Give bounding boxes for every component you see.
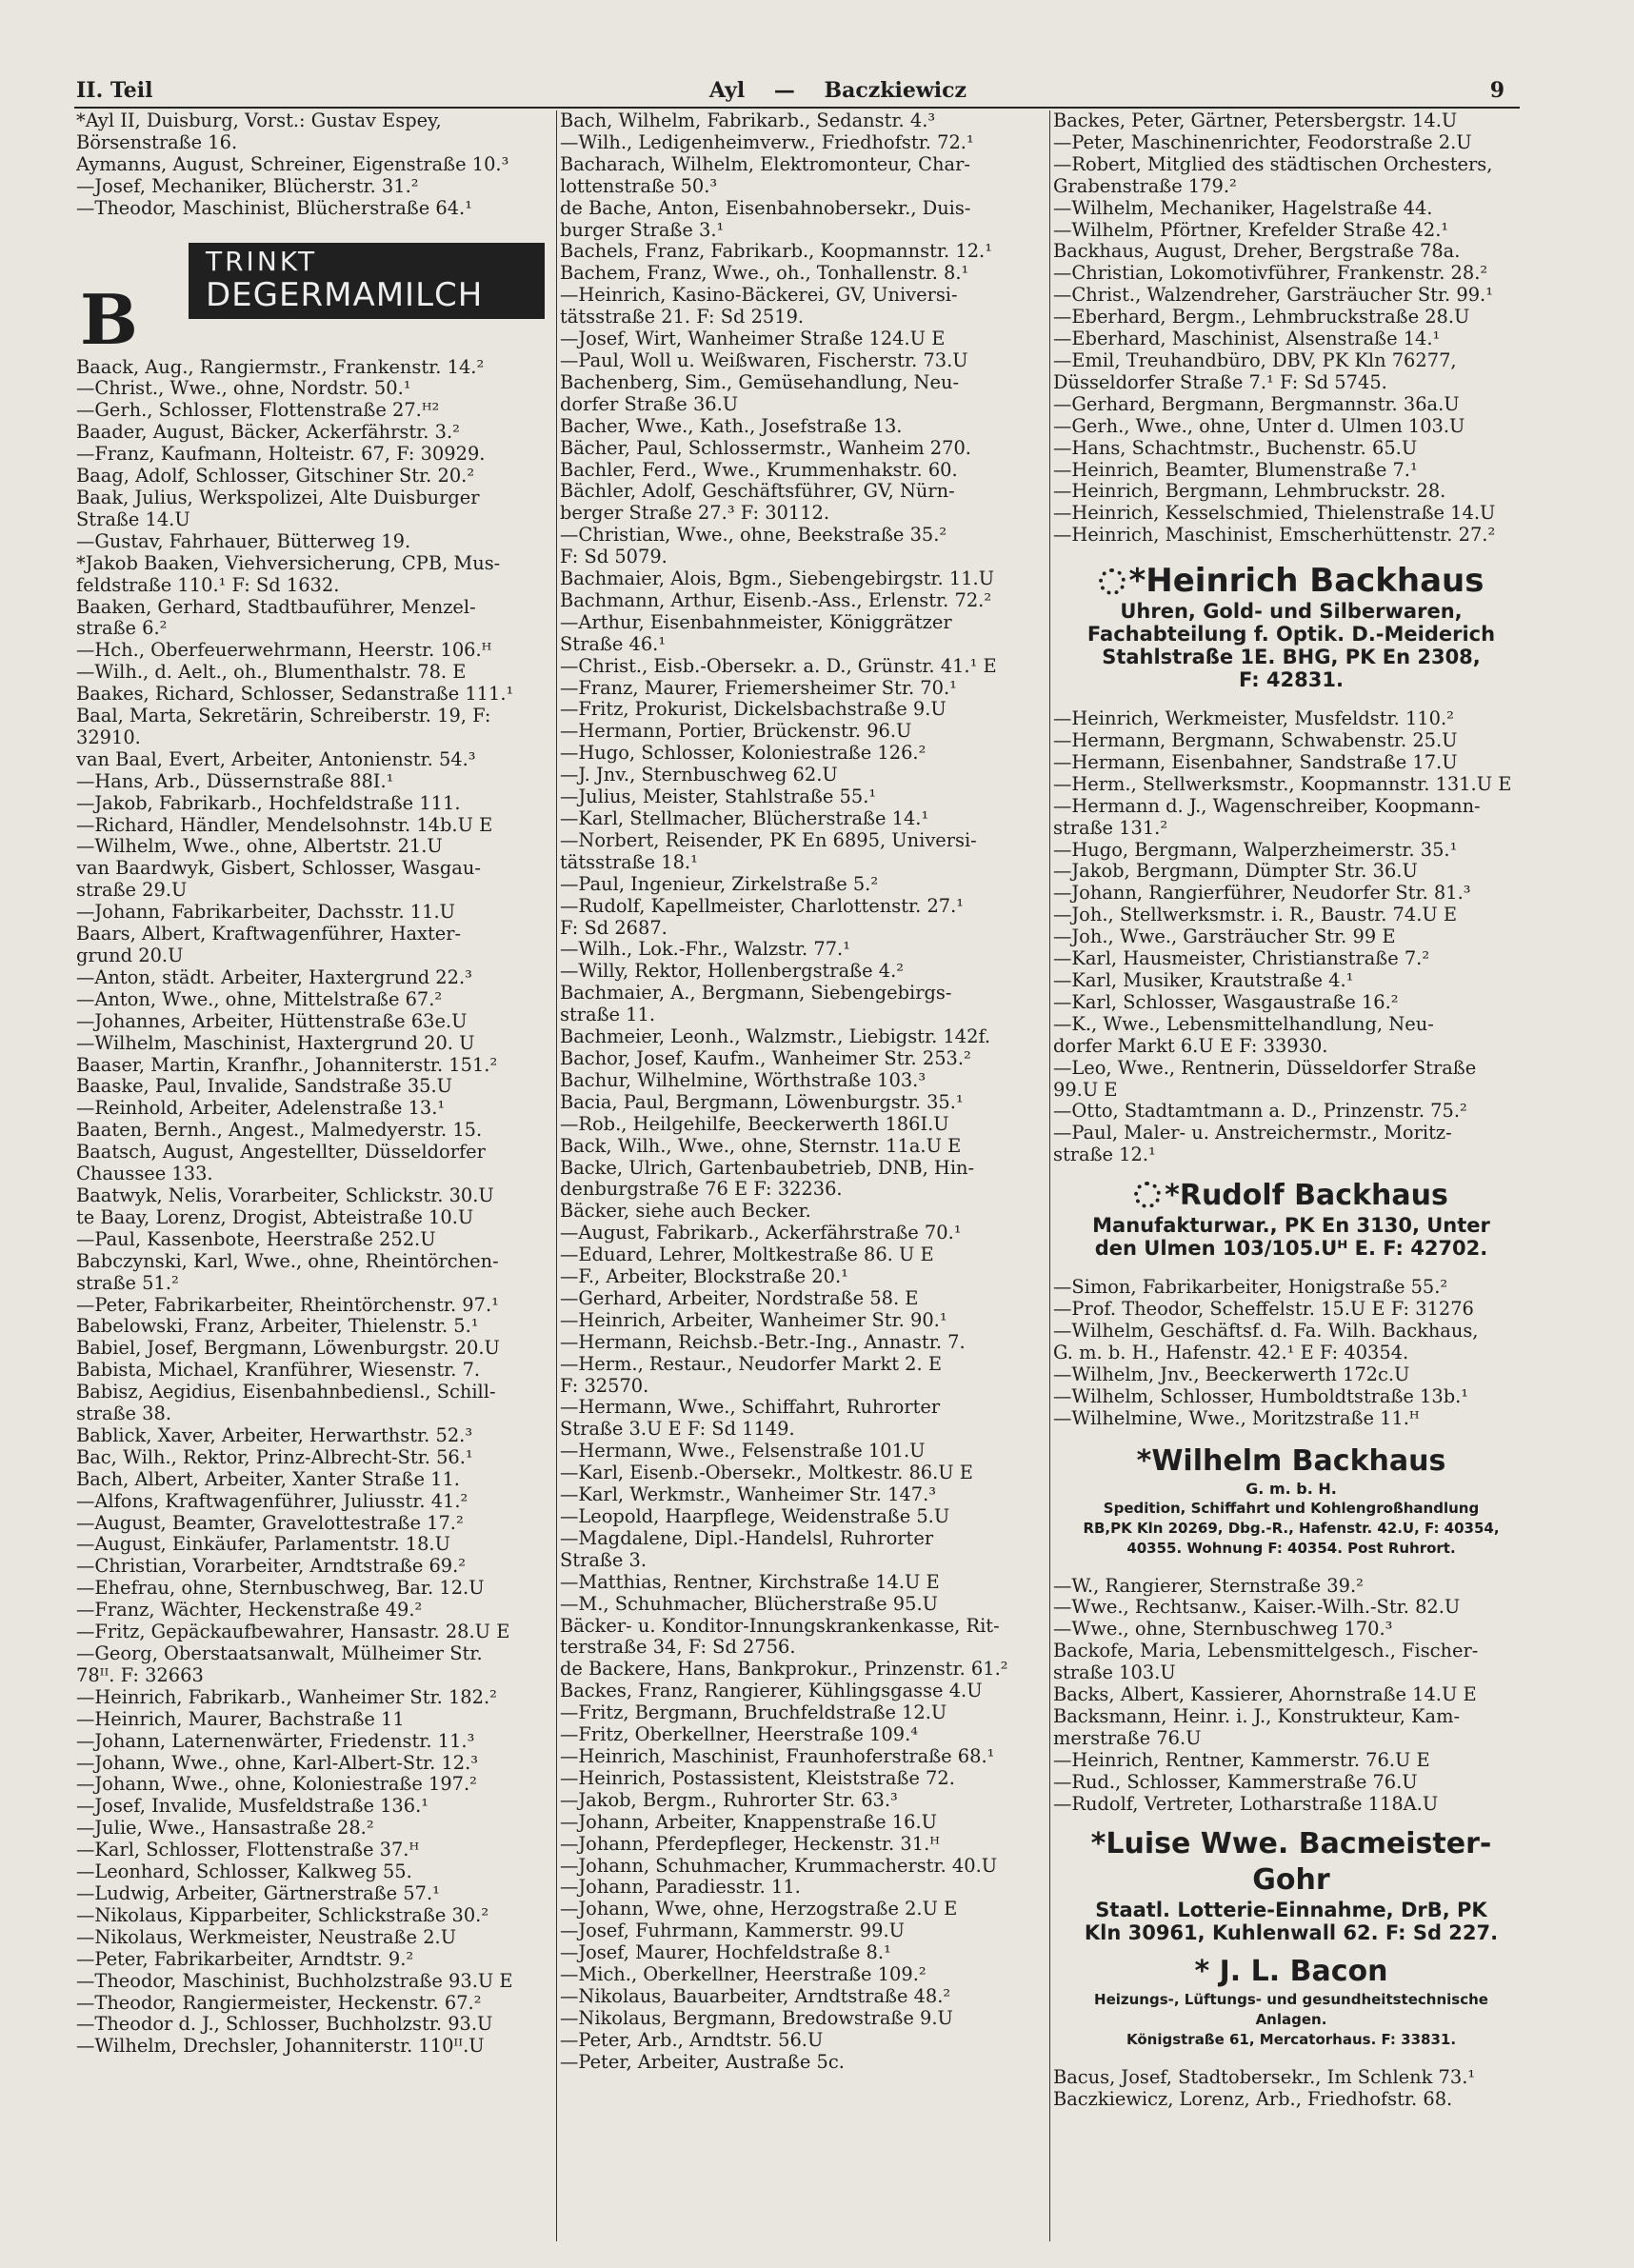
directory-entry: Bachenberg, Sim., Gemüsehandlung, Neu- xyxy=(560,371,960,393)
directory-entry: te Baay, Lorenz, Drogist, Abteistraße 10.U xyxy=(76,1206,474,1228)
directory-entry: Baatwyk, Nelis, Vorarbeiter, Schlickstr. 30.U xyxy=(76,1184,494,1206)
entry-list xyxy=(1053,110,1529,547)
running-head xyxy=(686,78,990,103)
directory-entry: —Leo, Wwe., Rentnerin, Düsseldorfer Straße xyxy=(1053,1057,1477,1079)
directory-entry: van Baardwyk, Gisbert, Schlosser, Wasgau- xyxy=(76,858,481,880)
directory-entry: feldstraße 110.¹ F: Sd 1632. xyxy=(76,574,340,596)
directory-entry: straße 12.¹ xyxy=(1053,1144,1156,1166)
directory-entry: Straße 46.¹ xyxy=(560,633,667,655)
directory-entry: —Franz, Wächter, Heckenstraße 49.² xyxy=(76,1600,423,1621)
directory-entry: denburgstraße 76 E F: 32236. xyxy=(560,1179,843,1201)
wilhelm-backhaus-ad xyxy=(1053,1443,1529,1559)
directory-entry: *Jakob Baaken, Viehversicherung, CPB, Mus- xyxy=(76,552,501,574)
directory-entry: Babisz, Aegidius, Eisenbahnbediensl., Schill- xyxy=(76,1382,496,1403)
directory-entry: —Wilhelm, Mechaniker, Hagelstraße 44. xyxy=(1053,197,1433,219)
running-head-last: Baczkiewicz xyxy=(824,78,967,103)
directory-entry: —Christian, Vorarbeiter, Arndtstraße 69.² xyxy=(76,1556,467,1578)
directory-entry: dorfer Straße 36.U xyxy=(560,393,739,415)
directory-entry: —Heinrich, Fabrikarb., Wanheimer Str. 182.² xyxy=(76,1686,497,1708)
directory-entry: —Eberhard, Maschinist, Alsenstraße 14.¹ xyxy=(1053,328,1441,350)
directory-entry: Baag, Adolf, Schlosser, Gitschiner Str. 20.² xyxy=(76,466,475,487)
directory-entry: —Paul, Kassenbote, Heerstraße 252.U xyxy=(76,1228,436,1250)
directory-entry: —Hermann, Reichsb.-Betr.-Ing., Annastr. 7. xyxy=(560,1331,966,1353)
ad-line: Uhren, Gold- und Silberwaren, xyxy=(1120,600,1463,624)
entry-list xyxy=(76,357,552,2059)
ring-ornament-icon xyxy=(1134,1182,1161,1208)
directory-entry: —Wilh., d. Aelt., oh., Blumenthalstr. 78. E xyxy=(76,662,467,684)
directory-entry: —Gustav, Fahrhauer, Bütterweg 19. xyxy=(76,530,411,552)
directory-entry: —Leopold, Haarpflege, Weidenstraße 5.U xyxy=(560,1506,950,1527)
directory-entry: —Joh., Wwe., Garsträucher Str. 99 E xyxy=(1053,926,1396,948)
directory-entry: —Wilhelm, Jnv., Beeckerwerth 172c.U xyxy=(1053,1363,1410,1385)
column-divider xyxy=(1049,110,1050,2241)
directory-entry: —Fritz, Bergmann, Bruchfeldstraße 12.U xyxy=(560,1702,947,1724)
directory-entry: —Franz, Kaufmann, Holteistr. 67, F: 30929. xyxy=(76,444,486,466)
directory-entry: —Arthur, Eisenbahnmeister, Königgrätzer xyxy=(560,611,952,633)
directory-entry: Baaten, Bernh., Angest., Malmedyerstr. 15. xyxy=(76,1120,483,1142)
directory-entry: —Johann, Wwe, ohne, Herzogstraße 2.U E xyxy=(560,1899,958,1920)
section-letter: B xyxy=(80,278,138,360)
directory-entry: Backhaus, August, Dreher, Bergstraße 78a. xyxy=(1053,241,1461,263)
ad-line: Stahlstraße 1E. BHG, PK En 2308, xyxy=(1102,646,1481,669)
directory-entry: —Fritz, Prokurist, Dickelsbachstraße 9.U xyxy=(560,699,947,721)
entry-list xyxy=(1053,2067,1529,2111)
directory-entry: —Johann, Fabrikarbeiter, Dachsstr. 11.U xyxy=(76,902,455,924)
directory-entry: —Simon, Fabrikarbeiter, Honigstraße 55.² xyxy=(1053,1277,1448,1299)
directory-entry: —Josef, Wirt, Wanheimer Straße 124.U E xyxy=(560,328,946,350)
directory-entry: —Wilhelm, Schlosser, Humboldtstraße 13b.¹ xyxy=(1053,1385,1469,1407)
directory-entry: tätsstraße 18.¹ xyxy=(560,851,698,873)
directory-entry: —Johannes, Arbeiter, Hüttenstraße 63e.U xyxy=(76,1010,468,1032)
directory-entry: Baakes, Richard, Schlosser, Sedanstraße 111.¹ xyxy=(76,684,514,706)
directory-entry: tätsstraße 21. F: Sd 2519. xyxy=(560,307,805,328)
directory-entry: Bach, Albert, Arbeiter, Xanter Straße 11. xyxy=(76,1468,460,1490)
directory-entry: —Eduard, Lehrer, Moltkestraße 86. U E xyxy=(560,1244,934,1266)
directory-entry: Backs, Albert, Kassierer, Ahornstraße 14.U E xyxy=(1053,1684,1477,1706)
directory-entry: Baal, Marta, Sekretärin, Schreiberstr. 19, F: xyxy=(76,706,491,727)
directory-entry: —Karl, Musiker, Krautstraße 4.¹ xyxy=(1053,970,1354,991)
directory-entry: —M., Schuhmacher, Blücherstraße 95.U xyxy=(560,1593,938,1615)
directory-entry: straße 131.² xyxy=(1053,817,1168,839)
directory-entry: —Alfons, Kraftwagenführer, Juliusstr. 41.² xyxy=(76,1490,468,1512)
column-3 xyxy=(1053,110,1529,2243)
directory-entry: —Hans, Arb., Düssernstraße 88I.¹ xyxy=(76,770,394,792)
directory-entry: Baaser, Martin, Kranfhr., Johanniterstr. 151.² xyxy=(76,1054,498,1076)
directory-entry: terstraße 34, F: Sd 2756. xyxy=(560,1637,796,1659)
directory-entry: —Josef, Invalide, Musfeldstraße 136.¹ xyxy=(76,1796,429,1818)
directory-entry: —Reinhold, Arbeiter, Adelenstraße 13.¹ xyxy=(76,1098,446,1120)
directory-entry: —Otto, Stadtamtmann a. D., Prinzenstr. 75.² xyxy=(1053,1101,1467,1123)
directory-entry: Baaske, Paul, Invalide, Sandstraße 35.U xyxy=(76,1076,452,1098)
directory-entry: Bac, Wilh., Rektor, Prinz-Albrecht-Str. 56.¹ xyxy=(76,1446,473,1468)
directory-entry: —Wilhelm, Maschinist, Haxtergrund 20. U xyxy=(76,1032,475,1054)
ad-line: Spedition, Schiffahrt und Kohlengroßhandlung xyxy=(1103,1499,1480,1517)
directory-entry: —Prof. Theodor, Scheffelstr. 15.U E F: 31276 xyxy=(1053,1299,1474,1321)
directory-entry: Bablick, Xaver, Arbeiter, Herwarthstr. 52.³ xyxy=(76,1424,473,1446)
directory-entry: straße 11. xyxy=(560,1005,656,1026)
directory-entry: Bach, Wilhelm, Fabrikarb., Sedanstr. 4.³ xyxy=(560,110,936,131)
directory-entry: —Fritz, Gepäckaufbewahrer, Hansastr. 28.U E xyxy=(76,1621,510,1643)
directory-entry: —Nikolaus, Bauarbeiter, Arndtstraße 48.² xyxy=(560,1985,951,2007)
directory-entry: Bäcker, siehe auch Becker. xyxy=(560,1201,811,1223)
directory-entry: —Magdalene, Dipl.-Handelsl, Ruhrorter xyxy=(560,1527,934,1549)
directory-entry: Bachmaier, Alois, Bgm., Siebengebirgstr. 11.U xyxy=(560,568,995,590)
directory-entry: Straße 14.U xyxy=(76,508,190,530)
ad-line: G. m. b. H. xyxy=(1245,1479,1337,1498)
directory-entry: —Rudolf, Vertreter, Lotharstraße 118A.U xyxy=(1053,1793,1439,1815)
directory-entry: —Gerh., Schlosser, Flottenstraße 27.ᴴ² xyxy=(76,400,440,422)
directory-entry: Baczkiewicz, Lorenz, Arb., Friedhofstr. 68. xyxy=(1053,2089,1453,2111)
directory-entry: —Johann, Rangierführer, Neudorfer Str. 81.³ xyxy=(1053,883,1471,905)
directory-entry: —Heinrich, Kesselschmied, Thielenstraße 14.U xyxy=(1053,503,1496,525)
ad-line: TRINKT xyxy=(206,245,318,277)
directory-entry: de Backere, Hans, Bankprokur., Prinzenstr. 61.² xyxy=(560,1659,1008,1681)
directory-entry: —August, Beamter, Gravelottestraße 17.² xyxy=(76,1512,464,1534)
directory-entry: —Johann, Wwe., ohne, Karl-Albert-Str. 12.³ xyxy=(76,1752,479,1774)
ad-line: Kln 30961, Kuhlenwall 62. F: Sd 227. xyxy=(1084,1921,1499,1945)
directory-entry: Bächler, Adolf, Geschäftsführer, GV, Nürn- xyxy=(560,481,955,503)
directory-entry: 78ᴵᴵ. F: 32663 xyxy=(76,1664,204,1686)
directory-entry: straße 6.² xyxy=(76,618,168,640)
ad-name: *Luise Wwe. Bacmeister-Gohr xyxy=(1090,1827,1492,1898)
directory-entry: —Karl, Schlosser, Wasgaustraße 16.² xyxy=(1053,991,1399,1013)
directory-entry: —Heinrich, Bergmann, Lehmbruckstr. 28. xyxy=(1053,481,1446,503)
directory-entry: —Theodor, Rangiermeister, Heckenstr. 67.² xyxy=(76,1992,482,2014)
directory-entry: Bachur, Wilhelmine, Wörthstraße 103.³ xyxy=(560,1069,927,1091)
directory-entry: —Johann, Schuhmacher, Krummacherstr. 40.U xyxy=(560,1855,998,1877)
directory-entry: —Karl, Eisenb.-Obersekr., Moltkestr. 86.U E xyxy=(560,1462,973,1484)
ad-line: F: 42831. xyxy=(1239,668,1344,692)
directory-entry: —Anton, städt. Arbeiter, Haxtergrund 22.³ xyxy=(76,966,472,988)
ad-name: *Wilhelm Backhaus xyxy=(1136,1443,1446,1478)
ad-line: Anlagen. xyxy=(1255,2011,1327,2029)
directory-entry: —Heinrich, Beamter, Blumenstraße 7.¹ xyxy=(1053,459,1418,481)
directory-entry: —Eberhard, Bergm., Lehmbruckstraße 28.U xyxy=(1053,307,1470,328)
directory-entry: —Robert, Mitglied des städtischen Orchesters, xyxy=(1053,153,1493,175)
ad-name xyxy=(1053,1178,1529,1214)
ad-line: Staatl. Lotterie-Einnahme, DrB, PK xyxy=(1095,1899,1487,1922)
directory-entry: —Matthias, Rentner, Kirchstraße 14.U E xyxy=(560,1571,940,1593)
directory-entry: —Christ., Eisb.-Obersekr. a. D., Grünstr. 41.¹ E xyxy=(560,655,997,677)
directory-entry: F: 32570. xyxy=(560,1375,649,1397)
directory-entry: Babiel, Josef, Bergmann, Löwenburgstr. 20.U xyxy=(76,1338,500,1360)
directory-entry: 99.U E xyxy=(1053,1079,1118,1101)
directory-entry: —Julius, Meister, Stahlstraße 55.¹ xyxy=(560,786,877,808)
directory-entry: Bachor, Josef, Kaufm., Wanheimer Str. 253.² xyxy=(560,1047,971,1069)
directory-entry: Bäcker- u. Konditor-Innungskrankenkasse, Rit- xyxy=(560,1615,1000,1637)
ad-line: Manufakturwar., PK En 3130, Unter xyxy=(1092,1214,1490,1238)
directory-entry: Bachler, Ferd., Wwe., Krummenhakstr. 60. xyxy=(560,459,958,481)
directory-entry: Baars, Albert, Kraftwagenführer, Haxter- xyxy=(76,924,462,945)
directory-entry: —Wilhelm, Geschäftsf. d. Fa. Wilh. Backhaus, xyxy=(1053,1320,1479,1342)
directory-entry: —Hans, Schachtmstr., Buchenstr. 65.U xyxy=(1053,437,1418,459)
directory-entry: —Nikolaus, Bergmann, Bredowstraße 9.U xyxy=(560,2007,953,2029)
ad-line: DEGERMAMILCH xyxy=(206,275,484,314)
directory-entry: G. m. b. H., Hafenstr. 42.¹ E F: 40354. xyxy=(1053,1342,1409,1363)
entry-list xyxy=(1053,708,1529,1166)
directory-entry: —Gerhard, Bergmann, Bergmannstr. 36a.U xyxy=(1053,393,1460,415)
directory-entry: Düsseldorfer Straße 7.¹ F: Sd 5745. xyxy=(1053,371,1387,393)
directory-entry: —Christ., Walzendreher, Garsträucher Str. 99.¹ xyxy=(1053,285,1493,307)
directory-entry: —Christian, Lokomotivführer, Frankenstr. 28.² xyxy=(1053,263,1488,285)
column-divider xyxy=(556,110,557,2241)
ad-name-text: *Rudolf Backhaus xyxy=(1165,1179,1448,1213)
directory-entry: —Wilhelmine, Wwe., Moritzstraße 11.ᴴ xyxy=(1053,1407,1420,1429)
directory-entry: —Gerh., Wwe., ohne, Unter d. Ulmen 103.U xyxy=(1053,415,1465,437)
page-header xyxy=(76,78,1504,107)
directory-entry: Bacus, Josef, Stadtobersekr., Im Schlenk 73.¹ xyxy=(1053,2067,1476,2089)
entry-list xyxy=(1053,1277,1529,1429)
directory-entry: —Theodor, Maschinist, Blücherstraße 64.¹ xyxy=(76,197,472,219)
directory-entry: —J. Jnv., Sternbuschweg 62.U xyxy=(560,765,838,786)
bacon-ad xyxy=(1053,1954,1529,2050)
ad-name: * J. L. Bacon xyxy=(1194,1955,1388,1989)
directory-entry: —Theodor, Maschinist, Buchholzstraße 93.U E xyxy=(76,1970,513,1992)
directory-entry: —Georg, Oberstaatsanwalt, Mülheimer Str. xyxy=(76,1643,483,1664)
header-rule xyxy=(74,107,1520,109)
directory-entry: Backe, Ulrich, Gartenbaubetrieb, DNB, Hin- xyxy=(560,1157,975,1179)
directory-entry: Bachem, Franz, Wwe., oh., Tonhallenstr. 8.¹ xyxy=(560,263,969,285)
entry-list xyxy=(76,110,552,220)
directory-entry: straße 103.U xyxy=(1053,1662,1176,1684)
directory-entry: straße 38. xyxy=(76,1403,172,1425)
directory-entry: —Wwe., ohne, Sternbuschweg 170.³ xyxy=(1053,1619,1393,1641)
ad-line: 40355. Wohnung F: 40354. Post Ruhrort. xyxy=(1126,1539,1456,1557)
directory-entry: —Herm., Stellwerksmstr., Koopmannstr. 131.U E xyxy=(1053,773,1512,795)
directory-entry: Bachmeier, Leonh., Walzmstr., Liebigstr. 142f. xyxy=(560,1026,991,1048)
directory-entry: —Theodor d. J., Schlosser, Buchholzstr. 93.U xyxy=(76,2014,493,2036)
directory-entry: —Gerhard, Arbeiter, Nordstraße 58. E xyxy=(560,1287,919,1309)
directory-entry: —Ludwig, Arbeiter, Gärtnerstraße 57.¹ xyxy=(76,1882,440,1904)
ad-name xyxy=(1053,562,1529,600)
directory-entry: Straße 3.U E F: Sd 1149. xyxy=(560,1419,795,1441)
directory-entry: Back, Wilh., Wwe., ohne, Sternstr. 11a.U E xyxy=(560,1135,962,1157)
directory-entry: —Hermann, Wwe., Felsenstraße 101.U xyxy=(560,1441,926,1462)
directory-entry: —Leonhard, Schlosser, Kalkweg 55. xyxy=(76,1861,412,1883)
directory-entry: Baak, Julius, Werkspolizei, Alte Duisburger xyxy=(76,487,480,508)
directory-entry: —Paul, Woll u. Weißwaren, Fischerstr. 73.U xyxy=(560,349,968,371)
running-head-first: Ayl xyxy=(708,78,746,103)
directory-entry: —Hermann, Portier, Brückenstr. 96.U xyxy=(560,721,912,743)
ad-line: Fachabteilung f. Optik. D.-Meiderich xyxy=(1086,623,1496,647)
directory-entry: berger Straße 27.³ F: 30112. xyxy=(560,503,830,525)
directory-entry: Backsmann, Heinr. i. J., Konstrukteur, Kam- xyxy=(1053,1705,1461,1727)
directory-entry: van Baal, Evert, Arbeiter, Antonienstr. 54.³ xyxy=(76,748,476,770)
directory-entry: de Bache, Anton, Eisenbahnobersekr., Duis- xyxy=(560,197,971,219)
directory-entry: 32910. xyxy=(76,726,141,748)
directory-entry: —Johann, Pferdepfleger, Heckenstr. 31.ᴴ xyxy=(560,1833,940,1855)
directory-entry: —Karl, Schlosser, Flottenstraße 37.ᴴ xyxy=(76,1840,420,1861)
directory-entry: Straße 3. xyxy=(560,1549,647,1571)
directory-entry: —August, Fabrikarb., Ackerfährstraße 70.¹ xyxy=(560,1223,962,1244)
directory-entry: Baack, Aug., Rangiermstr., Frankenstr. 14.² xyxy=(76,356,485,378)
directory-entry: —Wilhelm, Wwe., ohne, Albertstr. 21.U xyxy=(76,836,443,858)
directory-entry: straße 51.² xyxy=(76,1272,179,1294)
directory-entry: —Franz, Maurer, Friemersheimer Str. 70.¹ xyxy=(560,677,957,699)
directory-entry: Bacharach, Wilhelm, Elektromonteur, Char- xyxy=(560,153,970,175)
directory-entry: —Hugo, Schlosser, Koloniestraße 126.² xyxy=(560,743,927,765)
directory-entry: —Willy, Rektor, Hollenbergstraße 4.² xyxy=(560,961,905,983)
directory-entry: grund 20.U xyxy=(76,945,184,966)
directory-entry: —Hugo, Bergmann, Walperzheimerstr. 35.¹ xyxy=(1053,839,1458,861)
directory-entry: —Heinrich, Werkmeister, Musfeldstr. 110.² xyxy=(1053,708,1454,730)
directory-entry: —F., Arbeiter, Blockstraße 20.¹ xyxy=(560,1266,848,1288)
directory-entry: —Rudolf, Kapellmeister, Charlottenstr. 27.¹ xyxy=(560,895,965,917)
directory-entry: —Nikolaus, Kipparbeiter, Schlickstraße 30.² xyxy=(76,1904,489,1926)
ad-line: Heizungs-, Lüftungs- und gesundheitstechnische xyxy=(1094,1991,1488,2009)
directory-entry: —Heinrich, Postassistent, Kleiststraße 72. xyxy=(560,1767,955,1789)
directory-entry: Babista, Michael, Kranführer, Wiesenstr. 7. xyxy=(76,1360,481,1382)
directory-entry: Babczynski, Karl, Wwe., ohne, Rheintörchen- xyxy=(76,1250,499,1272)
directory-entry: Babelowski, Franz, Arbeiter, Thielenstr. 5.¹ xyxy=(76,1316,479,1338)
directory-entry: —Mich., Oberkellner, Heerstraße 109.² xyxy=(560,1964,927,1986)
directory-entry: F: Sd 2687. xyxy=(560,917,668,939)
directory-entry: —Heinrich, Maschinist, Fraunhoferstraße 68.¹ xyxy=(560,1745,995,1767)
directory-entry: —Wilh., Ledigenheimverw., Friedhofstr. 72.¹ xyxy=(560,131,974,153)
running-head-dash: — xyxy=(773,78,795,103)
directory-entry: —Karl, Werkmstr., Wanheimer Str. 147.³ xyxy=(560,1484,937,1506)
directory-entry: —Peter, Arb., Arndtstr. 56.U xyxy=(560,2029,824,2051)
entry-list xyxy=(1053,1576,1529,1816)
directory-entry: —Jakob, Bergmann, Dümpter Str. 36.U xyxy=(1053,861,1418,883)
entry-list xyxy=(560,110,1036,2074)
column-1 xyxy=(76,110,552,2243)
directory-entry: burger Straße 3.¹ xyxy=(560,219,725,241)
rudolf-backhaus-ad xyxy=(1053,1178,1529,1260)
directory-entry: —Herm., Restaur., Neudorfer Markt 2. E xyxy=(560,1353,943,1375)
directory-entry: Bachels, Franz, Fabrikarb., Koopmannstr. 12.¹ xyxy=(560,241,992,263)
ad-name-text: *Heinrich Backhaus xyxy=(1128,562,1485,601)
directory-entry: —Peter, Maschinenrichter, Feodorstraße 2.U xyxy=(1053,131,1472,153)
column-2 xyxy=(560,110,1036,2243)
directory-entry: —Paul, Maler- u. Anstreichermstr., Moritz- xyxy=(1053,1123,1452,1144)
directory-entry: Aymanns, August, Schreiner, Eigenstraße 10.³ xyxy=(76,153,509,175)
directory-entry: Bachmaier, A., Bergmann, Siebengebirgs- xyxy=(560,983,952,1005)
directory-entry: merstraße 76.U xyxy=(1053,1727,1202,1749)
directory-entry: dorfer Markt 6.U E F: 33930. xyxy=(1053,1035,1328,1057)
directory-entry: —Hermann, Bergmann, Schwabenstr. 25.U xyxy=(1053,730,1458,752)
directory-entry: —Heinrich, Kasino-Bäckerei, GV, Universi- xyxy=(560,285,958,307)
directory-entry: —Josef, Mechaniker, Blücherstr. 31.² xyxy=(76,175,419,197)
section-label: II. Teil xyxy=(76,78,153,103)
heinrich-backhaus-ad xyxy=(1053,562,1529,691)
directory-entry: —Heinrich, Arbeiter, Wanheimer Str. 90.¹ xyxy=(560,1309,947,1331)
directory-entry: —Christian, Wwe., ohne, Beekstraße 35.² xyxy=(560,525,947,547)
directory-entry: Baader, August, Bäcker, Ackerfährstr. 3.² xyxy=(76,422,460,444)
directory-entry: Bächer, Paul, Schlossermstr., Wanheim 270. xyxy=(560,437,971,459)
directory-entry: —Heinrich, Maschinist, Emscherhüttenstr. 27.² xyxy=(1053,525,1496,547)
directory-entry: —Heinrich, Maurer, Bachstraße 11 xyxy=(76,1708,405,1730)
ad-line: den Ulmen 103/105.Uᴴ E. F: 42702. xyxy=(1094,1237,1488,1261)
directory-entry: Bachmann, Arthur, Eisenb.-Ass., Erlenstr. 72.² xyxy=(560,589,992,611)
ring-ornament-icon xyxy=(1099,568,1126,595)
directory-entry: —Wwe., Rechtsanw., Kaiser.-Wilh.-Str. 82.U xyxy=(1053,1597,1461,1619)
directory-entry: lottenstraße 50.³ xyxy=(560,175,718,197)
directory-entry: —Wilh., Lok.-Fhr., Walzstr. 77.¹ xyxy=(560,939,850,961)
directory-entry: —Joh., Stellwerksmstr. i. R., Baustr. 74.U E xyxy=(1053,905,1458,926)
directory-entry: —Peter, Fabrikarbeiter, Rheintörchenstr. 97.¹ xyxy=(76,1294,499,1316)
directory-entry: Bacher, Wwe., Kath., Josefstraße 13. xyxy=(560,415,903,437)
directory-entry: Baatsch, August, Angestellter, Düsseldorfer xyxy=(76,1142,486,1164)
directory-entry: —Richard, Händler, Mendelsohnstr. 14b.U E xyxy=(76,814,493,836)
directory-entry: straße 29.U xyxy=(76,880,188,902)
directory-entry: —K., Wwe., Lebensmittelhandlung, Neu- xyxy=(1053,1013,1434,1035)
directory-entry: —Josef, Maurer, Hochfeldstraße 8.¹ xyxy=(560,1942,891,1964)
bacmeister-ad xyxy=(1053,1826,1529,1944)
ad-line: Königstraße 61, Mercatorhaus. F: 33831. xyxy=(1126,2031,1457,2049)
directory-entry: —Emil, Treuhandbüro, DBV, PK Kln 76277, xyxy=(1053,349,1457,371)
directory-entry: Chaussee 133. xyxy=(76,1164,213,1185)
directory-entry: —Christ., Wwe., ohne, Nordstr. 50.¹ xyxy=(76,378,411,400)
directory-entry: —Nikolaus, Werkmeister, Neustraße 2.U xyxy=(76,1926,457,1948)
directory-entry: —Wilhelm, Pförtner, Krefelder Straße 42.¹ xyxy=(1053,219,1449,241)
directory-entry: —Jakob, Bergm., Ruhrorter Str. 63.³ xyxy=(560,1789,898,1811)
directory-entry: Backes, Peter, Gärtner, Petersbergstr. 14.U xyxy=(1053,110,1458,131)
directory-entry: *Ayl II, Duisburg, Vorst.: Gustav Espey, xyxy=(76,110,442,131)
directory-entry: —Norbert, Reisender, PK En 6895, Universi- xyxy=(560,829,977,851)
directory-entry: —Karl, Hausmeister, Christianstraße 7.² xyxy=(1053,948,1430,970)
directory-entry: —Wilhelm, Drechsler, Johanniterstr. 110ᴵᴵ.U xyxy=(76,2036,485,2058)
directory-entry: —Johann, Laternenwärter, Friedenstr. 11.³ xyxy=(76,1730,475,1752)
directory-entry: —Heinrich, Rentner, Kammerstr. 76.U E xyxy=(1053,1749,1430,1771)
directory-entry: —Hch., Oberfeuerwehrmann, Heerstr. 106.ᴴ xyxy=(76,640,492,662)
directory-entry: —W., Rangierer, Sternstraße 39.² xyxy=(1053,1575,1364,1597)
directory-entry: —Johann, Wwe., ohne, Koloniestraße 197.² xyxy=(76,1774,477,1796)
directory-entry: —Anton, Wwe., ohne, Mittelstraße 67.² xyxy=(76,988,443,1010)
directory-entry: —August, Einkäufer, Parlamentstr. 18.U xyxy=(76,1534,450,1556)
ad-line: RB,PK Kln 20269, Dbg.-R., Hafenstr. 42.U, F: 40354, xyxy=(1083,1519,1500,1537)
directory-entry: —Ehefrau, ohne, Sternbuschweg, Bar. 12.U xyxy=(76,1578,485,1600)
directory-entry: Bacia, Paul, Bergmann, Löwenburgstr. 35.¹ xyxy=(560,1091,964,1113)
directory-entry: —Julie, Wwe., Hansastraße 28.² xyxy=(76,1818,374,1840)
directory-entry: —Rob., Heilgehilfe, Beeckerwerth 186I.U xyxy=(560,1113,949,1135)
directory-entry: —Jakob, Fabrikarb., Hochfeldstraße 111. xyxy=(76,792,461,814)
directory-entry: Börsenstraße 16. xyxy=(76,131,238,153)
directory-entry: Baaken, Gerhard, Stadtbauführer, Menzel- xyxy=(76,596,476,618)
directory-entry: —Peter, Arbeiter, Austraße 5c. xyxy=(560,2051,845,2073)
directory-entry: —Hermann d. J., Wagenschreiber, Koopmann- xyxy=(1053,795,1481,817)
directory-entry: —Rud., Schlosser, Kammerstraße 76.U xyxy=(1053,1771,1418,1793)
directory-entry: —Josef, Fuhrmann, Kammerstr. 99.U xyxy=(560,1920,905,1942)
directory-entry: —Hermann, Eisenbahner, Sandstraße 17.U xyxy=(1053,751,1458,773)
directory-entry: Backes, Franz, Rangierer, Kühlingsgasse 4.U xyxy=(560,1681,983,1702)
directory-entry: —Hermann, Wwe., Schiffahrt, Ruhrorter xyxy=(560,1397,941,1419)
directory-entry: F: Sd 5079. xyxy=(560,547,668,568)
directory-entry: —Fritz, Oberkellner, Heerstraße 109.⁴ xyxy=(560,1724,919,1746)
directory-entry: —Paul, Ingenieur, Zirkelstraße 5.² xyxy=(560,873,879,895)
page-number: 9 xyxy=(1489,78,1504,103)
directory-entry: Backofe, Maria, Lebensmittelgesch., Fischer- xyxy=(1053,1641,1479,1662)
directory-entry: —Karl, Stellmacher, Blücherstraße 14.¹ xyxy=(560,808,929,829)
directory-entry: —Peter, Fabrikarbeiter, Arndtstr. 9.² xyxy=(76,1948,414,1970)
directory-entry: —Johann, Arbeiter, Knappenstraße 16.U xyxy=(560,1811,937,1833)
directory-entry: Grabenstraße 179.² xyxy=(1053,175,1237,197)
directory-entry: —Johann, Paradiesstr. 11. xyxy=(560,1877,801,1899)
